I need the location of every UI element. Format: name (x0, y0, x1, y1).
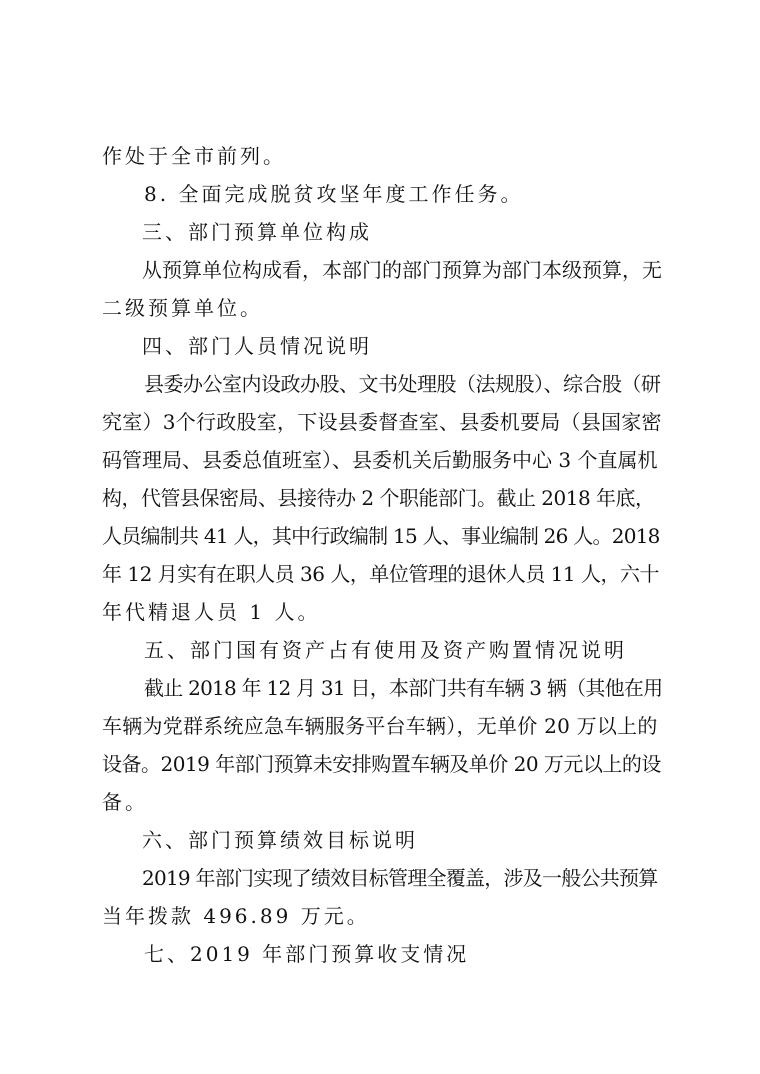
paragraph-line: 二级预算单位。 (102, 296, 263, 320)
paragraph-line: 2019 年部门实现了绩效目标管理全覆盖，涉及一般公共预算 (142, 866, 658, 890)
paragraph-line: 截止 2018 年 12 月 31 日，本部门共有车辆 3 辆（其他在用 (144, 676, 663, 700)
paragraph-line: 设备。2019 年部门预算未安排购置车辆及单价 20 万元以上的设 (102, 752, 661, 776)
paragraph-line: 县委办公室内设政办股、文书处理股（法规股）、综合股（研 (144, 372, 661, 396)
paragraph-line: 年代精退人员 1 人。 (102, 600, 321, 624)
paragraph-line: 备。 (102, 790, 148, 814)
paragraph-line: 车辆为党群系统应急车辆服务平台车辆），无单价 20 万以上的 (102, 714, 658, 738)
paragraph-line: 构，代管县保密局、县接待办 2 个职能部门。截止 2018 年底， (102, 486, 655, 510)
paragraph-line: 人员编制共 41 人，其中行政编制 15 人、事业编制 26 人。2018 (102, 524, 660, 548)
section-heading: 七、2019 年部门预算收支情况 (144, 942, 470, 966)
paragraph-line: 究室）3个行政股室，下设县委督查室、县委机要局（县国家密 (102, 410, 662, 434)
section-heading: 四、部门人员情况说明 (142, 334, 372, 358)
paragraph-line: 作处于全市前列。 (102, 144, 286, 168)
paragraph-line: 从预算单位构成看，本部门的部门预算为部门本级预算，无 (142, 258, 662, 282)
paragraph-line: 当年拨款 496.89 万元。 (102, 904, 370, 928)
paragraph-line: 年 12 月实有在职人员 36 人，单位管理的退休人员 11 人，六十 (102, 562, 659, 586)
section-heading: 六、部门预算绩效目标说明 (142, 828, 418, 852)
section-heading: 五、部门国有资产占有使用及资产购置情况说明 (144, 638, 627, 662)
paragraph-line: 码管理局、县委总值班室）、县委机关后勤服务中心 3 个直属机 (102, 448, 658, 472)
section-heading: 三、部门预算单位构成 (142, 220, 372, 244)
list-item: 8. 全面完成脱贫攻坚年度工作任务。 (144, 182, 524, 206)
